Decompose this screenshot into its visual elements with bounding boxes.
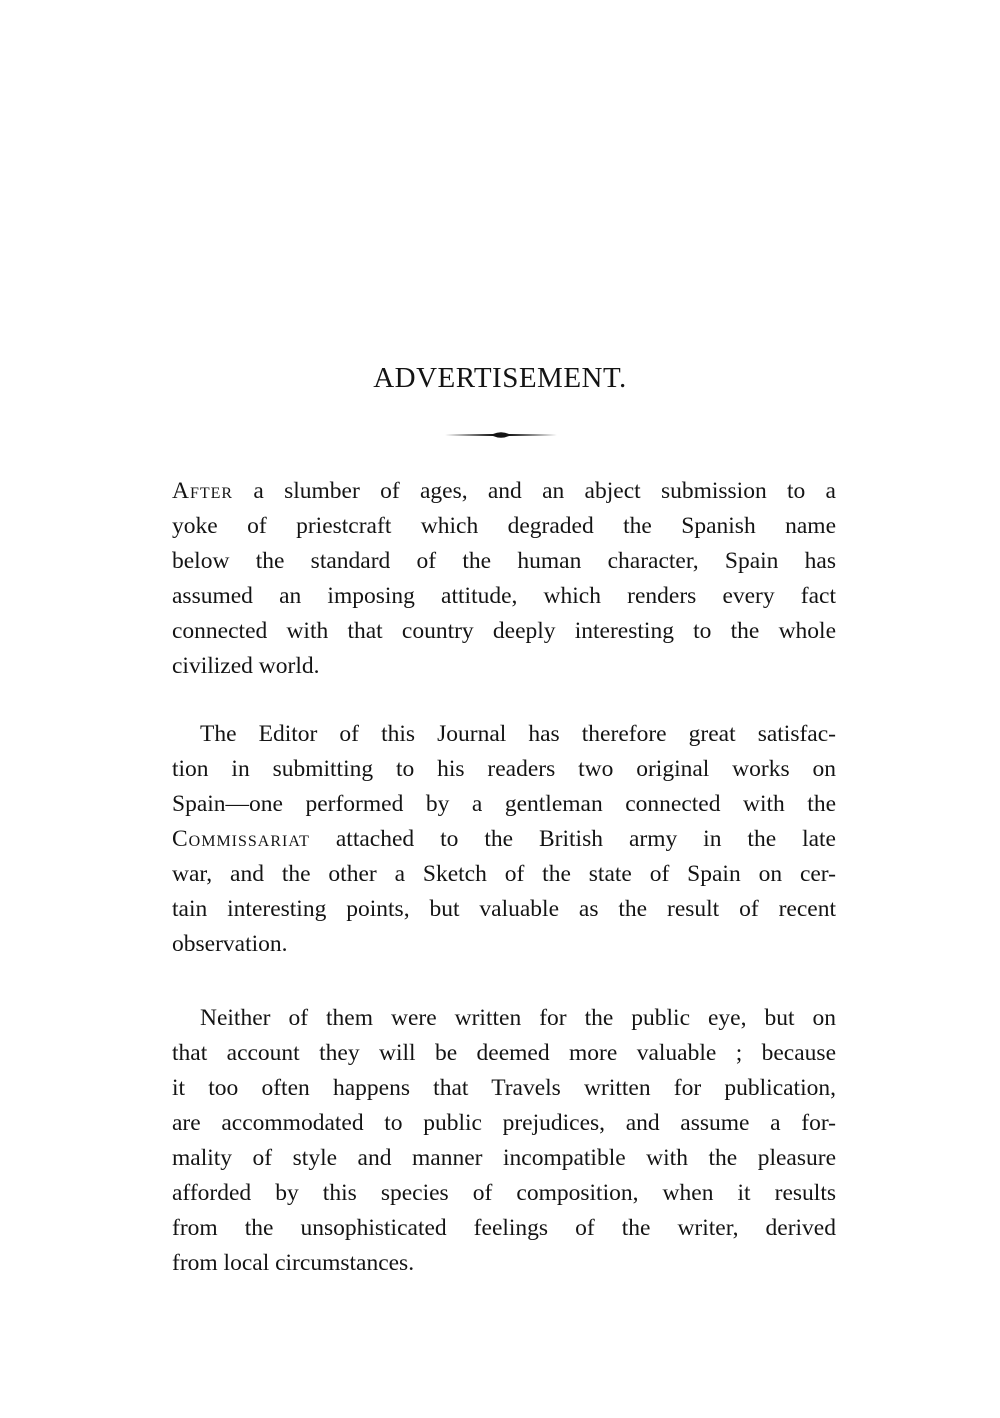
paragraph-2-line-6: tain interesting points, but valuable as the result of recent (172, 896, 836, 922)
paragraph-2 (172, 717, 836, 962)
commissariat-term: Commissariat (172, 826, 310, 852)
paragraph-1-line-2: yoke of priestcraft which degraded the Spanish name (172, 513, 836, 539)
paragraph-3-line-5: mality of style and manner incompatible with the pleasure (172, 1145, 836, 1171)
paragraph-1-line-1: After a slumber of ages, and an abject submission to a (172, 478, 836, 504)
paragraph-1-line-6: civilized world. (172, 653, 320, 679)
paragraph-3 (172, 1001, 836, 1281)
title-rule-ornament (443, 428, 559, 442)
paragraph-3-line-8: from local circumstances. (172, 1250, 415, 1276)
paragraph-1-line-3: below the standard of the human character, Spain has (172, 548, 836, 574)
paragraph-2-line-2: tion in submitting to his readers two original works on (172, 756, 836, 782)
paragraph-2-line-4: Commissariat attached to the British army in the late (172, 826, 836, 852)
paragraph-3-line-7: from the unsophisticated feelings of the writer, derived (172, 1215, 836, 1241)
paragraph-1 (172, 474, 836, 684)
paragraph-3-line-1: Neither of them were written for the public eye, but on (200, 1005, 836, 1031)
paragraph-3-line-6: afforded by this species of composition, when it results (172, 1180, 836, 1206)
paragraph-2-line-3: Spain—one performed by a gentleman connected with the (172, 791, 836, 817)
paragraph-2-line-1: The Editor of this Journal has therefore great satisfac- (200, 721, 836, 747)
paragraph-3-line-2: that account they will be deemed more valuable ; because (172, 1040, 836, 1066)
paragraph-2-line-5: war, and the other a Sketch of the state of Spain on cer- (172, 861, 836, 887)
paragraph-3-line-3: it too often happens that Travels written for publication, (172, 1075, 836, 1101)
paragraph-2-line-7: observation. (172, 931, 288, 957)
paragraph-3-line-4: are accommodated to public prejudices, and assume a for- (172, 1110, 836, 1136)
page-title: ADVERTISEMENT. (373, 362, 627, 394)
paragraph-1-lead-word: After (172, 478, 234, 504)
paragraph-1-line-5: connected with that country deeply interesting to the whole (172, 618, 836, 644)
paragraph-1-line-4: assumed an imposing attitude, which renders every fact (172, 583, 836, 609)
